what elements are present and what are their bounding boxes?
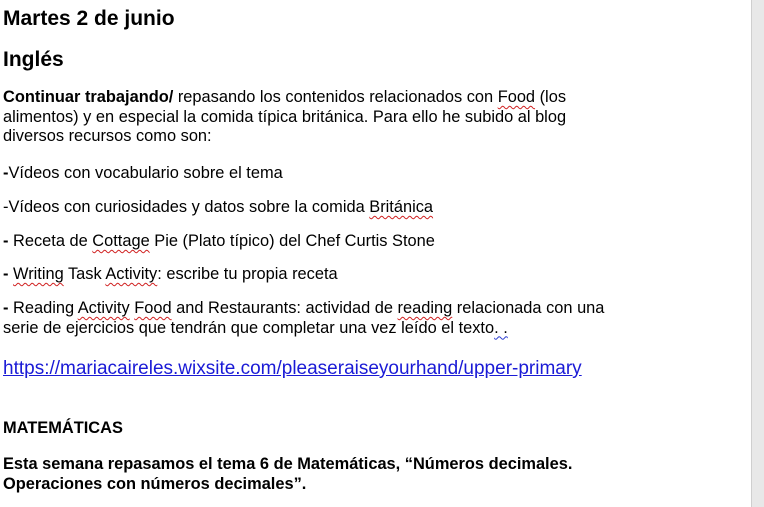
bullet-dash: - <box>3 232 9 250</box>
list-item-text-cont: Pie (Plato típico) del Chef Curtis Stone <box>149 232 435 250</box>
intro-bold-text: Continuar trabajando/ <box>3 88 174 106</box>
bullet-dash: - <box>3 164 9 182</box>
intro-text: repasando los contenidos relacionados con <box>173 88 498 106</box>
list-item-text: Receta de <box>8 232 93 250</box>
math-heading: MATEMÁTICAS <box>3 419 123 437</box>
date-heading: Martes 2 de junio <box>3 7 175 30</box>
subject-heading: Inglés <box>3 48 64 71</box>
list-item-text-cont: and Restaurants: actividad de <box>171 299 398 317</box>
list-item-text: : escribe tu propia receta <box>157 265 338 283</box>
list-item-recipe <box>3 232 643 252</box>
spell-word-food[interactable]: Food <box>497 88 536 106</box>
spell-word-food[interactable]: Food <box>134 299 172 317</box>
intro-text-cont: (los alimentos) y en especial la comida típica británica. Para ello he subido al blog diversos recursos como son: <box>3 88 567 145</box>
list-item-videos-facts <box>3 198 643 218</box>
bullet-dash: - <box>3 265 9 283</box>
blog-link[interactable]: https://mariacaireles.wixsite.com/pleaseraiseyourhand/upper-primary <box>3 358 582 379</box>
spell-word-writing[interactable]: Writing <box>13 265 64 283</box>
vertical-scrollbar[interactable] <box>751 0 764 507</box>
list-item-text: Reading <box>8 299 78 317</box>
grammar-mark-punctuation[interactable]: . . <box>494 318 508 337</box>
list-item-writing: - Writing Task Activity: escribe tu propia receta <box>3 265 338 283</box>
list-item-text-end: relacionada con una serie de ejercicios que tendrán que completar una vez leído el texto <box>3 299 605 337</box>
spell-word-britanica[interactable]: Británica <box>369 198 434 216</box>
spell-word-activity[interactable]: Activity <box>77 299 130 317</box>
list-item-text: -Vídeos con curiosidades y datos sobre la comida <box>3 198 370 216</box>
intro-paragraph <box>3 88 628 147</box>
bullet-dash: - <box>3 299 9 317</box>
spell-word-activity[interactable]: Activity <box>105 265 158 283</box>
list-item-videos-vocab <box>3 164 643 184</box>
spell-word-cottage[interactable]: Cottage <box>92 232 150 250</box>
spell-word-reading[interactable]: reading <box>397 299 453 317</box>
list-item-text: Vídeos con vocabulario sobre el tema <box>8 164 283 182</box>
list-item-reading <box>3 299 628 338</box>
math-paragraph: Esta semana repasamos el tema 6 de Matemáticas, “Números decimales. Operaciones con números decimales”. <box>3 455 573 493</box>
